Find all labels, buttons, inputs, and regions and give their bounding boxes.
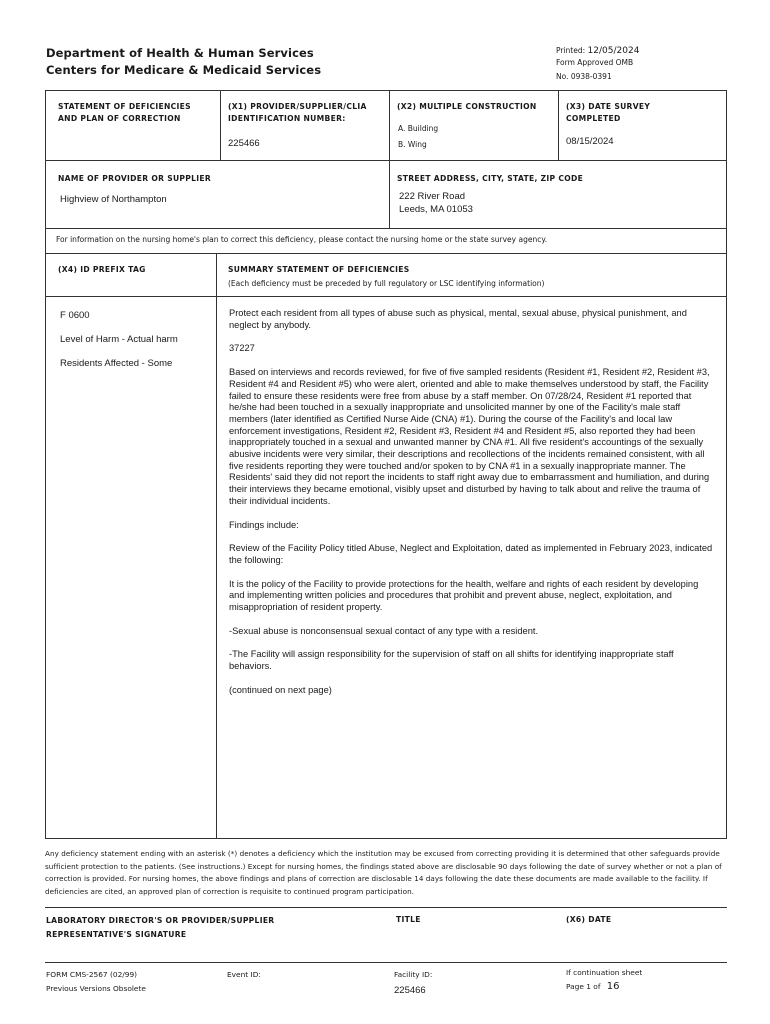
provider-value: Highview of Northampton xyxy=(60,194,167,205)
deficiency-text xyxy=(229,308,715,709)
info-line: For information on the nursing home's plan to correct this deficiency, please contact the nursing home or the state survey agency. xyxy=(56,235,548,244)
x1-value: 225466 xyxy=(228,138,260,149)
page-total: 16 xyxy=(606,981,620,992)
address-line2: Leeds, MA 01053 xyxy=(399,204,473,215)
date-label: (X6) DATE xyxy=(566,915,612,924)
director-signature-label: LABORATORY DIRECTOR'S OR PROVIDER/SUPPLIER REPRESENTATIVE'S SIGNATURE xyxy=(46,916,275,939)
deficiency-paragraph: -Sexual abuse is nonconsensual sexual contact of any type with a resident. xyxy=(229,625,539,636)
facility-id-value: 225466 xyxy=(394,985,426,996)
deficiency-paragraph: -The Facility will assign responsibility for the supervision of staff on all shifts for identifying inappropriate staff behaviors. xyxy=(229,649,674,672)
disclaimer: Any deficiency statement ending with an asterisk (*) denotes a deficiency which the institution may be excused from correcting providing it is determined that other safeguards provide sufficient protection to the patients. (See instructions.) Except for nursing homes, the findings stated above are disclosable 90 days following the date of survey whether or not a plan of correction is provided. For nursing homes, the above findings and plans of correction are disclosable 14 days following the date these documents are made available to the facility. If deficiencies are cited, an approved plan of correction is requisite to continued program participation. xyxy=(45,849,722,896)
previous-versions: Previous Versions Obsolete xyxy=(46,984,146,993)
omb-number: No. 0938-0391 xyxy=(556,72,612,81)
x1-label: (X1) PROVIDER/SUPPLIER/CLIA IDENTIFICATION NUMBER: xyxy=(228,102,367,123)
facility-id-label: Facility ID: xyxy=(394,970,433,979)
printed-label: Printed: xyxy=(556,46,586,55)
harm-level: Level of Harm - Actual harm xyxy=(60,334,178,345)
deficiency-paragraph: Protect each resident from all types of abuse such as physical, mental, sexual abuse, physical punishment, and neglect by anybody. xyxy=(229,308,687,330)
address-line1: 222 River Road xyxy=(399,191,466,202)
x3-value: 08/15/2024 xyxy=(566,136,614,147)
x3-label: (X3) DATE SURVEY COMPLETED xyxy=(566,102,651,123)
form-approved: Form Approved OMB xyxy=(556,58,634,67)
title-label: TITLE xyxy=(396,915,421,924)
provider-label: NAME OF PROVIDER OR SUPPLIER xyxy=(58,174,212,183)
deficiency-paragraph: (continued on next page) xyxy=(229,684,332,695)
deficiency-paragraph: Review of the Facility Policy titled Abuse, Neglect and Exploitation, dated as implemented in February 2023, indicated the following: xyxy=(229,543,713,565)
deficiency-paragraph: Based on interviews and records reviewed, for five of five sampled residents (Resident #1, Resident #2, Resident #3, Resident #4 and Resident #5) who were alert, oriented and able to make themselves understood by staff, the Facility failed to ensure these residents were free from abuse by a staff member. On 07/28/24, Resident #1 reported that he/she had been touched in a sexually inappropriate and unsolicited manner by one of the Facility's male staff members (later identified as Certified Nurse Aide (CNA) #1). During the course of the Facility's and local law enforcement investigations, Resident #2, Resident #3, Resident #4 and Resident #5, also reported they had been inappropriately touched in a sexual and unwanted manner by CNA #1. All five resident's accountings of the sexually abusive incidents were very similar, their descriptions and recollections of the incidents remained consistent, with all five residents reporting they were touched and/or spoken to by CNA #1 in a sexually inappropriate manner. The Residents' said they did not report the incidents to staff right away due to embarrassment and humiliation, and during their interviews they became emotional, visibly upset and disturbed by having to talk about and relive the trauma of their individual incidents. xyxy=(229,367,710,506)
printed-block xyxy=(556,46,639,56)
printed-date: 12/05/2024 xyxy=(587,46,640,56)
page-label: Page 1 of xyxy=(566,982,601,991)
summary-subtitle: (Each deficiency must be preceded by full regulatory or LSC identifying information) xyxy=(228,279,545,288)
deficiency-paragraph: Findings include: xyxy=(229,519,299,530)
x2-building: A. Building xyxy=(398,124,439,133)
page-indicator xyxy=(566,981,620,992)
x4-label: (X4) ID PREFIX TAG xyxy=(58,265,146,274)
summary-label: SUMMARY STATEMENT OF DEFICIENCIES xyxy=(228,265,410,274)
tag-code: F 0600 xyxy=(60,310,90,321)
event-id-label: Event ID: xyxy=(227,970,261,979)
continuation-label: If continuation sheet xyxy=(566,968,643,977)
deficiency-paragraph: 37227 xyxy=(229,343,255,354)
agency-subname: Centers for Medicare & Medicaid Services xyxy=(46,63,322,77)
statement-label: STATEMENT OF DEFICIENCIES AND PLAN OF CORRECTION xyxy=(58,102,191,123)
deficiency-paragraph: It is the policy of the Facility to provide protections for the health, welfare and rights of each resident by developing and implementing written policies and procedures that prohibit and prevent abuse, neglect, exploitation, and misappropriation of resident property. xyxy=(229,578,699,613)
x2-label: (X2) MULTIPLE CONSTRUCTION xyxy=(397,102,537,111)
x2-wing: B. Wing xyxy=(398,140,427,149)
address-label: STREET ADDRESS, CITY, STATE, ZIP CODE xyxy=(397,174,584,183)
residents-affected: Residents Affected - Some xyxy=(60,358,173,369)
form-number: FORM CMS-2567 (02/99) xyxy=(46,970,138,979)
agency-name: Department of Health & Human Services xyxy=(46,46,314,60)
